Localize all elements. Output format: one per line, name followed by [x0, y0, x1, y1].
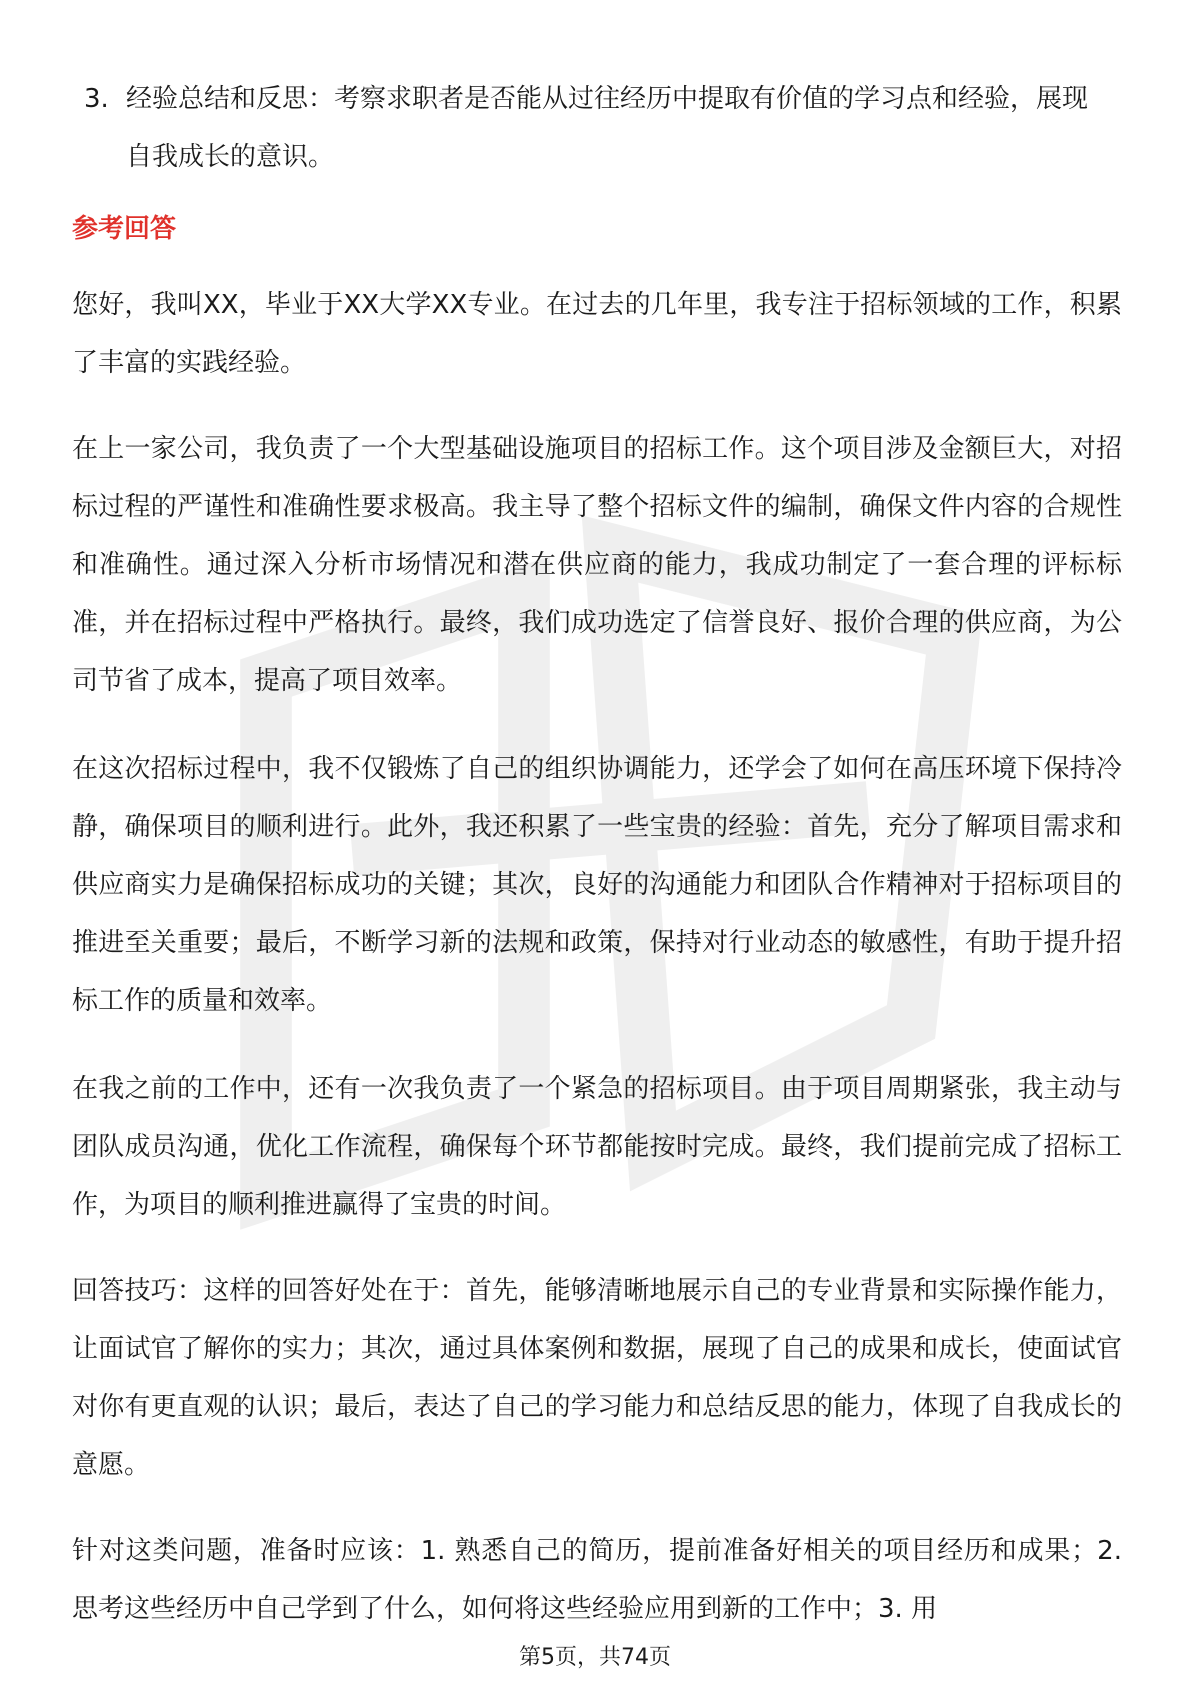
paragraph-intro: 您好，我叫XX，毕业于XX大学XX专业。在过去的几年里，我专注于招标领域的工作，积累了丰富的实践经验。	[72, 290, 1122, 378]
paragraph-answer-tips: 回答技巧：这样的回答好处在于：首先，能够清晰地展示自己的专业背景和实际操作能力，让面试官了解你的实力；其次，通过具体案例和数据，展现了自己的成果和成长，使面试官对你有更直观的认识；最后，表达了自己的学习能力和总结反思的能力，体现了自我成长的意愿。	[72, 1276, 1122, 1480]
page-footer: 第5页，共74页	[519, 1645, 671, 1670]
paragraph-preparation: 针对这类问题，准备时应该：1. 熟悉自己的简历，提前准备好相关的项目经历和成果；2. 思考这些经历中自己学到了什么，如何将这些经验应用到新的工作中；3. 用	[72, 1536, 1122, 1624]
paragraph-project-experience: 在上一家公司，我负责了一个大型基础设施项目的招标工作。这个项目涉及金额巨大，对招标过程的严谨性和准确性要求极高。我主导了整个招标文件的编制，确保文件内容的合规性和准确性。通过深入分析市场情况和潜在供应商的能力，我成功制定了一套合理的评标标准，并在招标过程中严格执行。最终，我们成功选定了信誉良好、报价合理的供应商，为公司节省了成本，提高了项目效率。	[72, 434, 1122, 696]
list-item-3	[84, 70, 1094, 186]
list-item-text: 经验总结和反思：考察求职者是否能从过往经历中提取有价值的学习点和经验，展现自我成长的意识。	[126, 84, 1089, 172]
list-number: 3.	[84, 84, 109, 114]
paragraph-urgent-project: 在我之前的工作中，还有一次我负责了一个紧急的招标项目。由于项目周期紧张，我主动与团队成员沟通，优化工作流程，确保每个环节都能按时完成。最终，我们提前完成了招标工作，为项目的顺利推进赢得了宝贵的时间。	[72, 1074, 1122, 1220]
section-title: 参考回答	[72, 214, 177, 244]
paragraph-lessons-learned: 在这次招标过程中，我不仅锻炼了自己的组织协调能力，还学会了如何在高压环境下保持冷静，确保项目的顺利进行。此外，我还积累了一些宝贵的经验：首先，充分了解项目需求和供应商实力是确保招标成功的关键；其次，良好的沟通能力和团队合作精神对于招标项目的推进至关重要；最后，不断学习新的法规和政策，保持对行业动态的敏感性，有助于提升招标工作的质量和效率。	[72, 754, 1122, 1016]
